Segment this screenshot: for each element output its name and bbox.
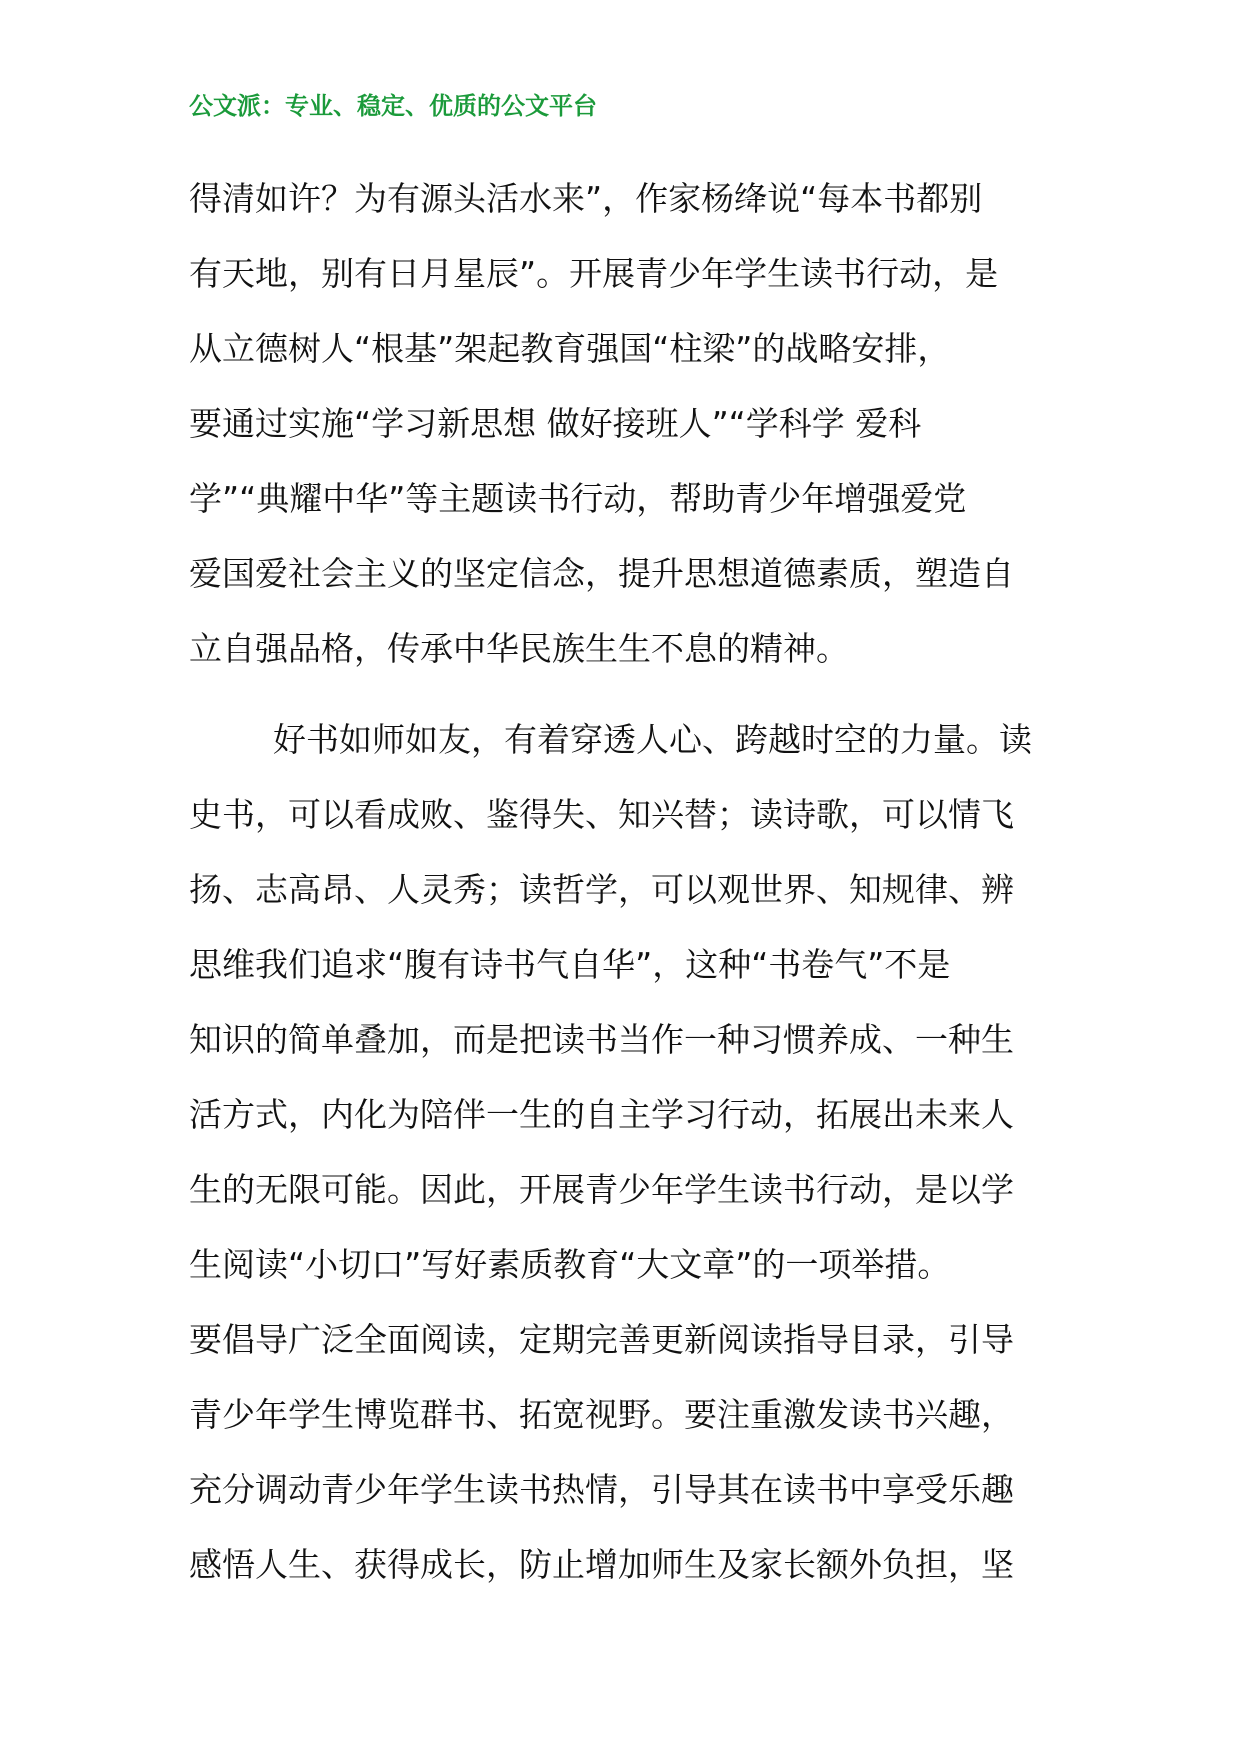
text-line: 学”“典耀中华”等主题读书行动，帮助青少年增强爱党 (189, 479, 967, 518)
paragraph-1 (189, 161, 1069, 686)
text-line: 从立德树人“根基”架起教育强国“柱梁”的战略安排， (189, 329, 951, 368)
paragraph-spacer (189, 686, 1069, 702)
text-line: 感悟人生、获得成长，防止增加师生及家长额外负担，坚 (189, 1545, 1014, 1584)
text-line: 活方式，内化为陪伴一生的自主学习行动，拓展出未来人 (189, 1095, 1014, 1134)
page-header: 公文派：专业、稳定、优质的公文平台 (189, 92, 597, 120)
text-line: 扬、志高昂、人灵秀；读哲学，可以观世界、知规律、辨 (189, 870, 1014, 909)
text-line: 生阅读“小切口”写好素质教育“大文章”的一项举措。 (189, 1245, 951, 1284)
text-line: 史书，可以看成败、鉴得失、知兴替；读诗歌，可以情飞 (189, 795, 1014, 834)
text-line: 立自强品格，传承中华民族生生不息的精神。 (189, 629, 849, 668)
text-line: 爱国爱社会主义的坚定信念，提升思想道德素质，塑造自 (189, 554, 1014, 593)
text-line: 有天地，别有日月星辰”。开展青少年学生读书行动，是 (189, 254, 999, 293)
text-line: 青少年学生博览群书、拓宽视野。要注重激发读书兴趣， (189, 1395, 1014, 1434)
text-line: 要倡导广泛全面阅读，定期完善更新阅读指导目录，引导 (189, 1320, 1014, 1359)
text-line: 充分调动青少年学生读书热情，引导其在读书中享受乐趣 (189, 1470, 1014, 1509)
text-line: 思维我们追求“腹有诗书气自华”，这种“书卷气”不是 (189, 945, 951, 984)
text-line: 知识的简单叠加，而是把读书当作一种习惯养成、一种生 (189, 1020, 1014, 1059)
paragraph-2 (189, 702, 1069, 1602)
document-body (189, 161, 1069, 1602)
text-line-first: 好书如师如友，有着穿透人心、跨越时空的力量。读 (273, 720, 1032, 759)
text-line: 得清如许？为有源头活水来”，作家杨绛说“每本书都别 (189, 179, 983, 218)
text-line: 生的无限可能。因此，开展青少年学生读书行动，是以学 (189, 1170, 1014, 1209)
text-line: 要通过实施“学习新思想 做好接班人”“学科学 爱科 (189, 404, 922, 443)
